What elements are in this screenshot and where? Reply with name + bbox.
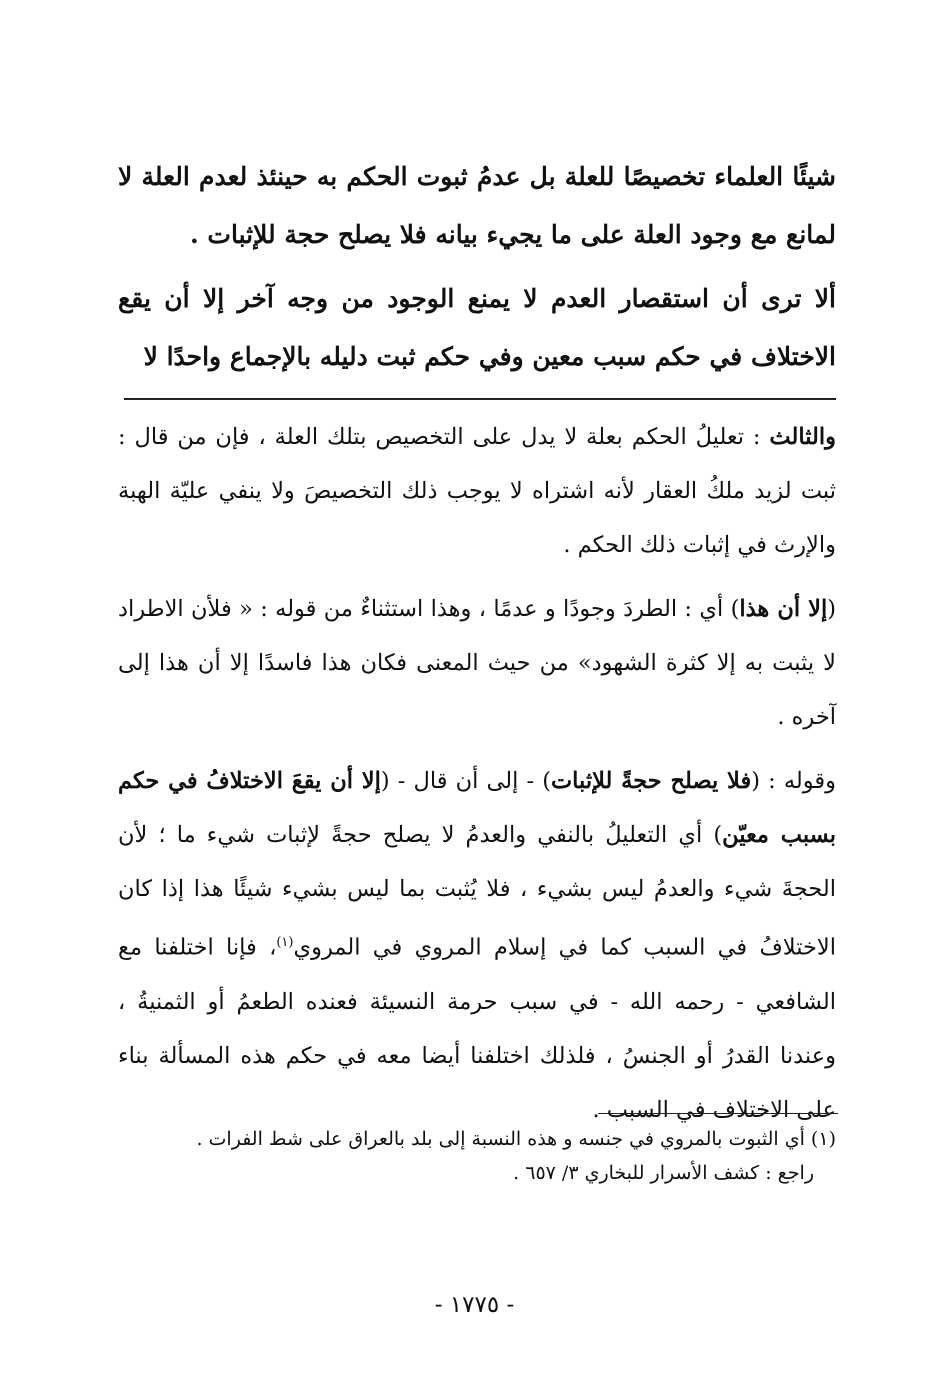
footnotes	[118, 1122, 836, 1190]
main-paragraph-1: شيئًا العلماء تخصيصًا للعلة بل عدمُ ثبوت الحكم به حينئذ لعدم العلة لا لمانع مع وجود العلة على ما يجيء بيانه فلا يصلح حجة للإثبات .	[118, 162, 836, 249]
commentary-paragraph-2: (إلا أن هذا) أي : الطردَ وجودًا و عدمًا ، وهذا استثناءٌ من قوله : « فلأن الاطراد لا يثبت به إلا كثرة الشهود» من حيث المعنى فكان هذا فاسدًا إلا أن هذا إلى آخره .	[118, 596, 837, 730]
separator-rule	[124, 398, 836, 400]
main-text	[118, 148, 836, 386]
footnote-ref: (١)	[276, 935, 294, 950]
commentary-paragraph-1: والثالث : تعليلُ الحكم بعلة لا يدل على التخصيص بتلك العلة ، فإن من قال : ثبت لزيد ملكُ العقار لأنه اشتراه لا يوجب ذلك التخصيصَ ولا ينفي عليّة الهبة والإرث في إثبات ذلك الحكم .	[118, 424, 836, 558]
quoted-matn: إلا أن يقعَ الاختلافُ في حكم بسبب معيّن	[118, 768, 836, 848]
page-number: - ١٧٧٥ -	[434, 1292, 515, 1318]
quoted-matn: إلا أن هذا	[739, 596, 828, 622]
commentary-paragraph-3: وقوله : (فلا يصلح حجةً للإثبات) - إلى أن قال - (إلا أن يقعَ الاختلافُ في حكم بسبب معيّن) أي التعليلُ بالنفي والعدمُ لا يصلح حجةً لإثبات شيء ما ؛ لأن الحجةَ شيء والعدمُ ليس بشيء ، فلا يُثبت بما ليس بشيء شيئًا هذا إذا كان الاختلافُ في السبب كما في إسلام المروي في المروي$^{(١)}$، فإنا اختلفنا مع الشافعي - رحمه الله - في سبب حرمة النسيئة فعنده الطعمُ أو الثمنيةُ ، وعندنا القدرُ أو الجنسُ ، فلذلك اختلفنا أيضا معه في حكم هذه المسألة بناء على الاختلاف في السبب .	[118, 768, 836, 1123]
commentary	[118, 410, 836, 1147]
footnote-rule	[598, 1113, 838, 1114]
quoted-matn: فلا يصلح حجةً للإثبات	[551, 768, 752, 794]
main-paragraph-2: ألا ترى أن استقصار العدم لا يمنع الوجود من وجه آخر إلا أن يقع الاختلاف في حكم سبب معين وفي حكم ثبت دليله بالإجماع واحدًا لا	[118, 284, 836, 371]
footnote-line-2: راجع : كشف الأسرار للبخاري ٣/ ٦٥٧ .	[513, 1162, 814, 1184]
footnote-line-1: (١) أي الثبوت بالمروي في جنسه و هذه النسبة إلى بلد بالعراق على شط الفرات .	[196, 1128, 836, 1150]
commentary-heading: والثالث	[769, 424, 836, 450]
